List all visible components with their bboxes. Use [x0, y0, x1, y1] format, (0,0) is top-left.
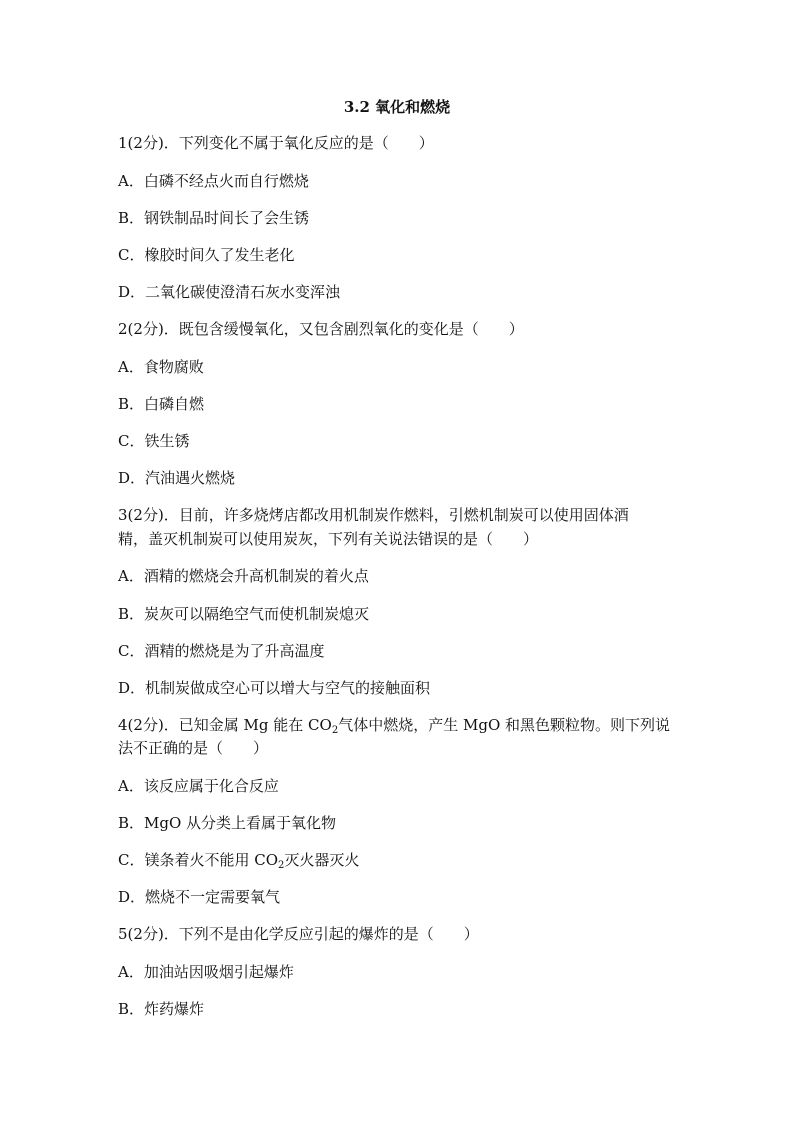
question-3-stem-line-1: 3(2分)．目前，许多烧烤店都改用机制炭作燃料，引燃机制炭可以使用固体酒: [118, 506, 629, 524]
question-1-stem: 1(2分)．下列变化不属于氧化反应的是（ ）: [118, 134, 434, 152]
question-5-option-b: B．炸药爆炸: [118, 1000, 205, 1018]
page-title: 3.2 氧化和燃烧: [343, 98, 451, 116]
question-5-stem: 5(2分)．下列不是由化学反应引起的爆炸的是（ ）: [118, 925, 479, 943]
question-4-option-d: D．燃烧不一定需要氧气: [118, 888, 281, 906]
question-2-option-a: A．食物腐败: [118, 358, 204, 376]
question-3-option-d: D．机制炭做成空心可以增大与空气的接触面积: [118, 679, 431, 697]
question-2-option-c: C．铁生锈: [118, 432, 190, 450]
question-1-option-a: A．白磷不经点火而自行燃烧: [118, 172, 309, 190]
question-2-option-d: D．汽油遇火燃烧: [118, 469, 236, 487]
question-3-stem-line-2: 精，盖灭机制炭可以使用炭灰，下列有关说法错误的是（ ）: [118, 530, 539, 548]
question-1-option-d: D．二氧化碳使澄清石灰水变浑浊: [118, 283, 341, 301]
question-4-option-b: B．MgO 从分类上看属于氧化物: [118, 814, 337, 832]
question-3-option-b: B．炭灰可以隔绝空气而使机制炭熄灭: [118, 605, 370, 623]
question-4-stem-part-b: 气体中燃烧，产生 MgO 和黑色颗粒物。则下列说: [338, 716, 671, 734]
question-3-option-a: A．酒精的燃烧会升高机制炭的着火点: [118, 567, 369, 585]
question-1-option-b: B．钢铁制品时间长了会生锈: [118, 209, 310, 227]
question-1-option-c: C．橡胶时间久了发生老化: [118, 246, 295, 264]
question-2-option-b: B．白磷自燃: [118, 395, 205, 413]
question-4-option-c-part-b: 灭火器灭火: [284, 851, 360, 869]
question-5-option-a: A．加油站因吸烟引起爆炸: [118, 963, 294, 981]
question-4-option-c: [118, 850, 359, 876]
question-4-option-c-part-a: C．镁条着火不能用 CO: [118, 851, 279, 869]
question-4-stem-part-a: 4(2分)．已知金属 Mg 能在 CO: [118, 716, 332, 734]
question-2-stem: 2(2分)．既包含缓慢氧化，又包含剧烈氧化的变化是（ ）: [118, 320, 524, 338]
question-3-option-c: C．酒精的燃烧是为了升高温度: [118, 642, 325, 660]
subscript: 2: [331, 725, 339, 736]
subscript: 2: [278, 860, 285, 871]
question-4-option-a: A．该反应属于化合反应: [118, 777, 279, 795]
question-4-stem-line-2: 法不正确的是（ ）: [118, 739, 269, 757]
